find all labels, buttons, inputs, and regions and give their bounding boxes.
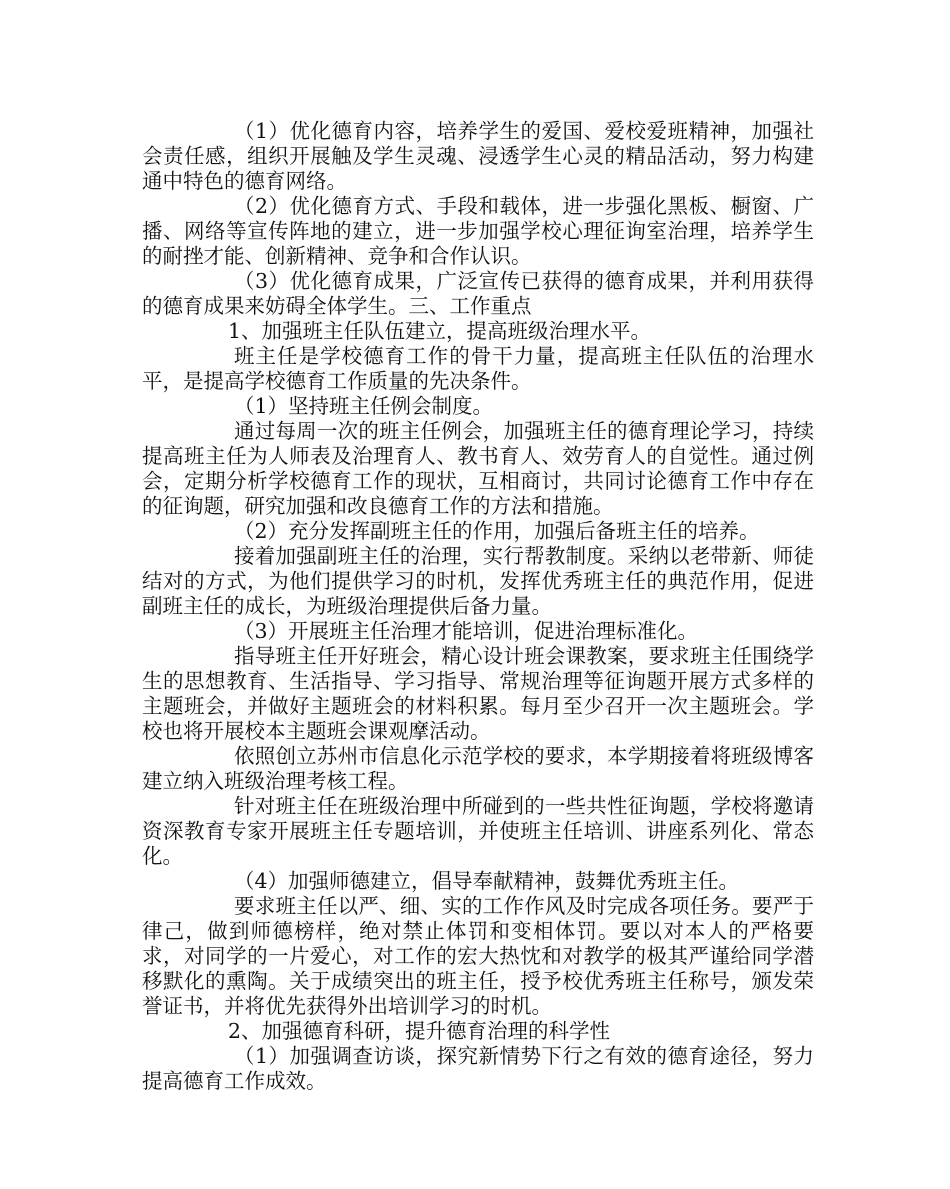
paragraph-surveys: （1）加强调查访谈，探究新情势下行之有效的德育途径，努力提高德育工作成效。 xyxy=(142,1044,814,1093)
subheading-deputy-head-teacher: （2）充分发挥副班主任的作用，加强后备班主任的培养。 xyxy=(234,519,760,543)
paragraph-deputy-head-teacher: 接着加强副班主任的治理，实行帮教制度。采纳以老带新、师徒结对的方式，为他们提供学习的时机，发挥优秀班主任的典范作用，促进副班主任的成长，为班级治理提供后备力量。 xyxy=(142,544,814,618)
subheading-teacher-ethics: （4）加强师德建立，倡导奉献精神，鼓舞优秀班主任。 xyxy=(234,869,740,893)
paragraph-moral-results: （3）优化德育成果，广泛宣传已获得的德育成果，并利用获得的德育成果来妨碍全体学生。三、工作重点 xyxy=(142,269,814,318)
paragraph-weekly-meeting: 通过每周一次的班主任例会，加强班主任的德育理论学习，持续提高班主任为人师表及治理育人、教书育人、效劳育人的自觉性。通过例会，定期分析学校德育工作的现状，互相商讨，共同讨论德育工作中存在的征询题，研究加强和改良德育工作的方法和措施。 xyxy=(142,419,814,518)
subheading-management-training: （3）开展班主任治理才能培训，促进治理标准化。 xyxy=(234,619,699,643)
paragraph-class-blog: 依照创立苏州市信息化示范学校的要求，本学期接着将班级博客建立纳入班级治理考核工程。 xyxy=(142,744,814,793)
subheading-weekly-meeting: （1）坚持班主任例会制度。 xyxy=(234,394,494,418)
section-heading-moral-research: 2、加强德育科研，提升德育治理的科学性 xyxy=(228,1019,611,1043)
paragraph-head-teacher-role: 班主任是学校德育工作的骨干力量，提高班主任队伍的治理水平，是提高学校德育工作质量的先决条件。 xyxy=(142,344,814,393)
section-heading-head-teachers: 1、加强班主任队伍建立，提高班级治理水平。 xyxy=(228,319,652,343)
document-body xyxy=(142,119,814,1094)
paragraph-moral-methods: （2）优化德育方式、手段和载体，进一步强化黑板、橱窗、广播、网络等宣传阵地的建立，进一步加强学校心理征询室治理，培养学生的耐挫才能、创新精神、竞争和合作认识。 xyxy=(142,194,814,268)
paragraph-teacher-ethics: 要求班主任以严、细、实的工作作风及时完成各项任务。要严于律己，做到师德榜样，绝对禁止体罚和变相体罚。要以对本人的严格要求，对同学的一片爱心，对工作的宏大热忱和对教学的极其严谨给同学潜移默化的熏陶。关于成绩突出的班主任，授予校优秀班主任称号，颁发荣誉证书，并将优先获得外出培训学习的时机。 xyxy=(142,894,814,1018)
paragraph-moral-content: （1）优化德育内容，培养学生的爱国、爱校爱班精神，加强社会责任感，组织开展触及学生灵魂、浸透学生心灵的精品活动，努力构建通中特色的德育网络。 xyxy=(142,119,814,193)
paragraph-expert-training: 针对班主任在班级治理中所碰到的一些共性征询题，学校将邀请资深教育专家开展班主任专题培训，并使班主任培训、讲座系列化、常态化。 xyxy=(142,794,814,868)
paragraph-class-meetings: 指导班主任开好班会，精心设计班会课教案，要求班主任围绕学生的思想教育、生活指导、学习指导、常规治理等征询题开展方式多样的主题班会，并做好主题班会的材料积累。每月至少召开一次主题班会。学校也将开展校本主题班会课观摩活动。 xyxy=(142,644,814,743)
